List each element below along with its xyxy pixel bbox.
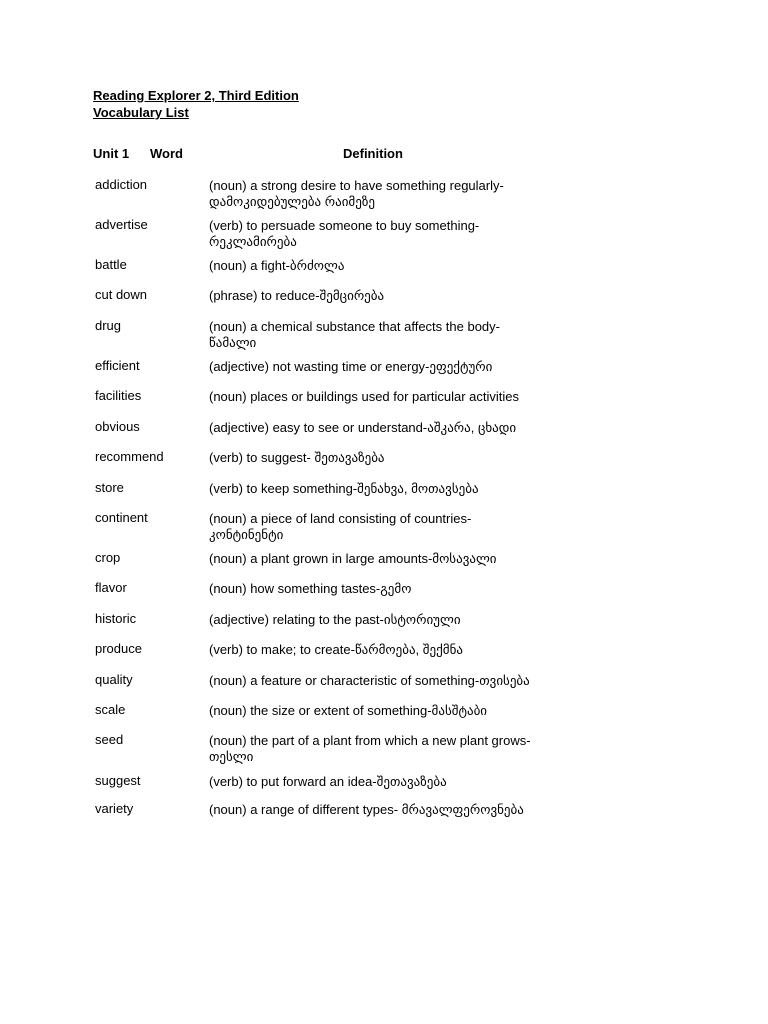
vocab-word: variety xyxy=(95,801,134,816)
title-line-2: Vocabulary List xyxy=(93,105,189,120)
definition-line-1: (adjective) relating to the past-ისტორიული xyxy=(209,612,461,627)
vocab-word: historic xyxy=(95,611,137,626)
vocab-word: recommend xyxy=(95,449,164,464)
header-definition: Definition xyxy=(343,146,403,161)
definition-line-1: (phrase) to reduce-შემცირება xyxy=(209,288,385,303)
vocab-word: battle xyxy=(95,257,127,272)
vocab-word: cut down xyxy=(95,287,148,302)
vocab-word: obvious xyxy=(95,419,140,434)
definition-line-2: თესლი xyxy=(209,749,254,764)
definition-line-1: (noun) the size or extent of something-მასშტაბი xyxy=(209,703,488,718)
definition-line-1: (adjective) easy to see or understand-აშკარა, ცხადი xyxy=(209,420,517,435)
definition-line-2: კონტინენტი xyxy=(209,527,284,542)
vocab-definition xyxy=(209,389,569,405)
definition-line-2: რეკლამირება xyxy=(209,234,297,249)
vocab-definition xyxy=(209,774,569,790)
definition-line-2: დამოკიდებულება რაიმეზე xyxy=(209,194,375,209)
definition-line-1: (noun) a strong desire to have something regularly- xyxy=(209,178,504,193)
definition-line-2: წამალი xyxy=(209,335,257,350)
definition-line-1: (adjective) not wasting time or energy-ეფექტური xyxy=(209,359,493,374)
vocab-definition xyxy=(209,511,569,543)
vocab-word: scale xyxy=(95,702,126,717)
definition-line-1: (verb) to put forward an idea-შეთავაზება xyxy=(209,774,447,789)
vocab-definition xyxy=(209,733,569,765)
definition-line-1: (verb) to suggest- შეთავაზება xyxy=(209,450,385,465)
definition-line-1: (noun) a range of different types- მრავალფეროვნება xyxy=(209,802,524,817)
header-word: Word xyxy=(150,146,183,161)
definition-line-1: (noun) a feature or characteristic of something-თვისება xyxy=(209,673,530,688)
vocab-word: crop xyxy=(95,550,121,565)
definition-line-1: (noun) a plant grown in large amounts-მოსავალი xyxy=(209,551,497,566)
definition-line-1: (noun) the part of a plant from which a new plant grows- xyxy=(209,733,531,748)
definition-line-1: (noun) places or buildings used for particular activities xyxy=(209,389,519,404)
vocab-definition xyxy=(209,258,569,274)
definition-line-1: (noun) a chemical substance that affects the body- xyxy=(209,319,500,334)
vocab-word: advertise xyxy=(95,217,148,232)
vocab-word: continent xyxy=(95,510,148,525)
header-unit: Unit 1 xyxy=(93,146,130,161)
definition-line-1: (verb) to make; to create-წარმოება, შექმნა xyxy=(209,642,463,657)
vocab-definition xyxy=(209,551,569,567)
definition-line-1: (verb) to keep something-შენახვა, მოთავსება xyxy=(209,481,479,496)
definition-line-1: (noun) a fight-ბრძოლა xyxy=(209,258,345,273)
vocab-definition xyxy=(209,612,569,628)
vocab-word: flavor xyxy=(95,580,127,595)
vocab-word: produce xyxy=(95,641,142,656)
vocab-definition xyxy=(209,218,569,250)
vocab-definition xyxy=(209,178,569,210)
vocab-definition xyxy=(209,581,569,597)
vocab-definition xyxy=(209,359,569,375)
vocab-definition xyxy=(209,450,569,466)
vocab-word: facilities xyxy=(95,388,142,403)
vocab-word: quality xyxy=(95,672,133,687)
vocab-definition xyxy=(209,288,569,304)
vocab-word: drug xyxy=(95,318,122,333)
vocab-definition xyxy=(209,481,569,497)
vocab-definition xyxy=(209,420,569,436)
vocab-word: store xyxy=(95,480,124,495)
vocab-definition xyxy=(209,319,569,351)
vocab-definition xyxy=(209,673,569,689)
vocab-word: seed xyxy=(95,732,124,747)
vocab-word: suggest xyxy=(95,773,141,788)
title-line-1: Reading Explorer 2, Third Edition xyxy=(93,88,299,103)
vocab-word: efficient xyxy=(95,358,140,373)
vocab-definition xyxy=(209,642,569,658)
definition-line-1: (verb) to persuade someone to buy something- xyxy=(209,218,480,233)
vocab-definition xyxy=(209,802,569,818)
vocab-word: addiction xyxy=(95,177,148,192)
vocab-definition xyxy=(209,703,569,719)
definition-line-1: (noun) how something tastes-გემო xyxy=(209,581,412,596)
definition-line-1: (noun) a piece of land consisting of countries- xyxy=(209,511,472,526)
